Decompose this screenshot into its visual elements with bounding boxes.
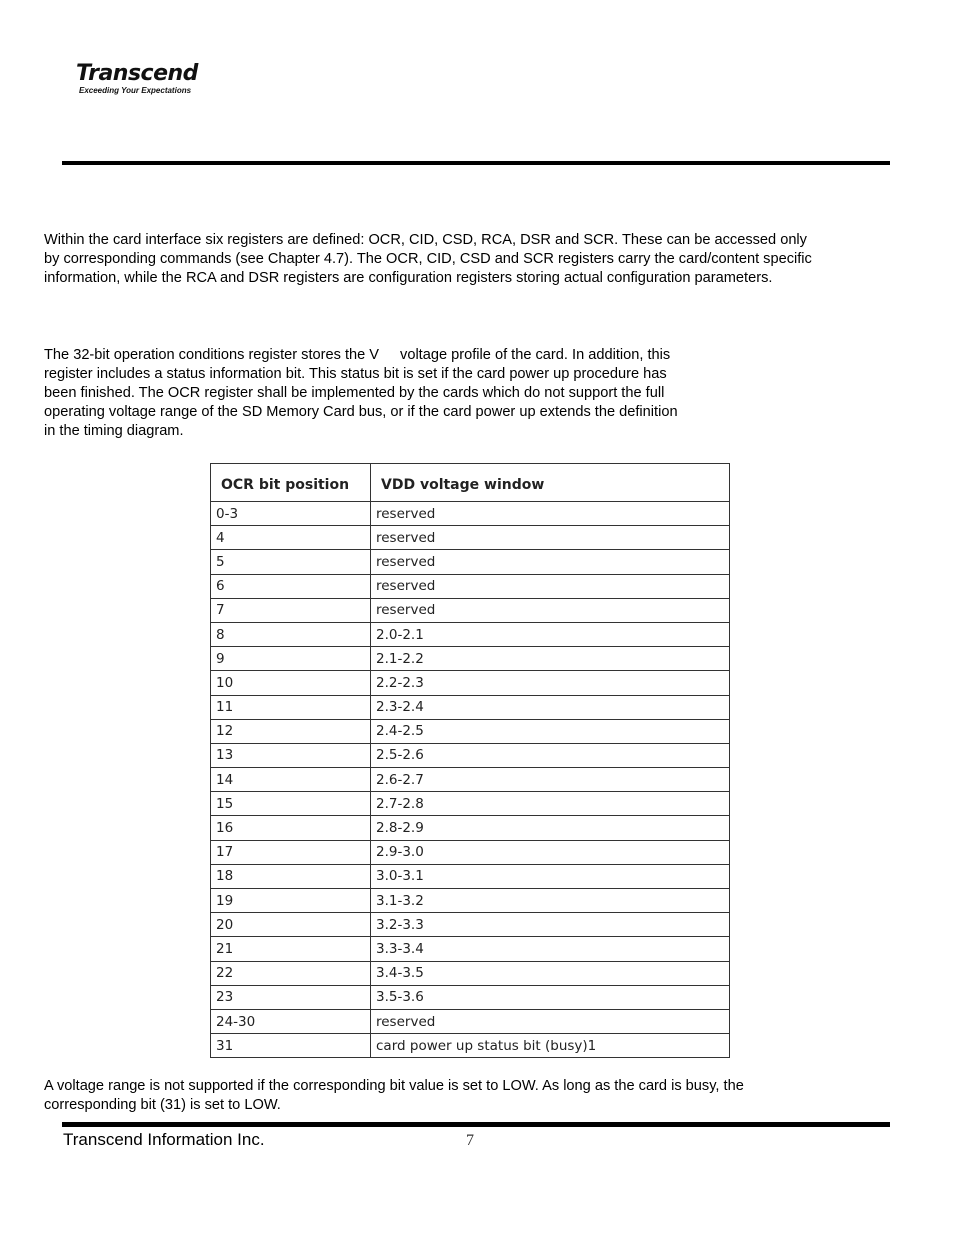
closing-paragraph (44, 1077, 744, 1115)
cell-bit-position: 0-3 (211, 502, 371, 526)
cell-voltage-window: 3.1-3.2 (371, 889, 730, 913)
intro-line: information, while the RCA and DSR registers are configuration registers storing actual configuration parameters. (44, 270, 773, 286)
cell-bit-position: 10 (211, 671, 371, 695)
ocr-line: in the timing diagram. (44, 423, 184, 439)
cell-voltage-window: 3.3-3.4 (371, 937, 730, 961)
cell-voltage-window: 2.4-2.5 (371, 719, 730, 743)
ocr-line: register includes a status information bit. This status bit is set if the card power up procedure has (44, 366, 667, 382)
cell-bit-position: 8 (211, 622, 371, 646)
cell-voltage-window: 2.3-2.4 (371, 695, 730, 719)
cell-bit-position: 19 (211, 889, 371, 913)
footer-company: Transcend Information Inc. (63, 1130, 265, 1149)
cell-voltage-window: reserved (371, 1009, 730, 1033)
table-row (211, 985, 730, 1009)
cell-voltage-window: reserved (371, 502, 730, 526)
intro-line: Within the card interface six registers are defined: OCR, CID, CSD, RCA, DSR and SCR. These can be accessed only (44, 232, 807, 248)
table-row (211, 864, 730, 888)
table-row (211, 526, 730, 550)
table-row (211, 502, 730, 526)
logo-tagline: Exceeding Your Expectations (79, 86, 192, 95)
table-row (211, 937, 730, 961)
table-row (211, 768, 730, 792)
cell-voltage-window: reserved (371, 550, 730, 574)
cell-bit-position: 20 (211, 913, 371, 937)
cell-bit-position: 22 (211, 961, 371, 985)
cell-voltage-window: 2.2-2.3 (371, 671, 730, 695)
cell-voltage-window: reserved (371, 526, 730, 550)
cell-voltage-window: reserved (371, 598, 730, 622)
table-row (211, 816, 730, 840)
table-row (211, 598, 730, 622)
cell-bit-position: 6 (211, 574, 371, 598)
table-row (211, 574, 730, 598)
column-header-voltage-window: VDD voltage window (371, 464, 730, 502)
cell-bit-position: 24-30 (211, 1009, 371, 1033)
ocr-register-table (210, 463, 730, 1058)
cell-voltage-window: 2.1-2.2 (371, 647, 730, 671)
table-row (211, 1034, 730, 1058)
table-row (211, 792, 730, 816)
table-row (211, 671, 730, 695)
table-header-row (211, 464, 730, 502)
closing-line: corresponding bit (31) is set to LOW. (44, 1097, 281, 1113)
table-row (211, 647, 730, 671)
cell-bit-position: 31 (211, 1034, 371, 1058)
logo-name: Transcend (76, 61, 198, 86)
table-row (211, 1009, 730, 1033)
closing-line: A voltage range is not supported if the corresponding bit value is set to LOW. As long as the card is busy, the (44, 1078, 744, 1094)
cell-voltage-window: card power up status bit (busy)1 (371, 1034, 730, 1058)
table-row (211, 550, 730, 574)
cell-voltage-window: 2.9-3.0 (371, 840, 730, 864)
footer-divider (62, 1122, 890, 1127)
table-row (211, 622, 730, 646)
cell-voltage-window: 3.2-3.3 (371, 913, 730, 937)
intro-line: by corresponding commands (see Chapter 4.7). The OCR, CID, CSD and SCR registers carry the card/content specific (44, 251, 812, 267)
cell-bit-position: 7 (211, 598, 371, 622)
ocr-line: operating voltage range of the SD Memory Card bus, or if the card power up extends the definition (44, 404, 678, 420)
cell-bit-position: 18 (211, 864, 371, 888)
ocr-description-paragraph (44, 346, 678, 441)
cell-bit-position: 14 (211, 768, 371, 792)
ocr-line: been finished. The OCR register shall be implemented by the cards which do not support the full (44, 385, 665, 401)
cell-bit-position: 12 (211, 719, 371, 743)
table-body (211, 502, 730, 1058)
cell-bit-position: 13 (211, 743, 371, 767)
cell-voltage-window: 2.7-2.8 (371, 792, 730, 816)
cell-voltage-window: 2.5-2.6 (371, 743, 730, 767)
brand-logo (76, 62, 198, 96)
cell-bit-position: 4 (211, 526, 371, 550)
cell-voltage-window: 2.0-2.1 (371, 622, 730, 646)
table-row (211, 743, 730, 767)
cell-bit-position: 15 (211, 792, 371, 816)
cell-bit-position: 11 (211, 695, 371, 719)
cell-voltage-window: 2.6-2.7 (371, 768, 730, 792)
ocr-line: The 32-bit operation conditions register stores the V (44, 347, 380, 363)
cell-bit-position: 9 (211, 647, 371, 671)
cell-voltage-window: 3.5-3.6 (371, 985, 730, 1009)
table-row (211, 840, 730, 864)
cell-bit-position: 17 (211, 840, 371, 864)
table-row (211, 913, 730, 937)
cell-voltage-window: reserved (371, 574, 730, 598)
table-row (211, 961, 730, 985)
table-row (211, 889, 730, 913)
cell-bit-position: 23 (211, 985, 371, 1009)
table-row (211, 695, 730, 719)
ocr-line: voltage profile of the card. In addition, this (400, 347, 671, 363)
column-header-bit-position: OCR bit position (211, 464, 371, 502)
cell-bit-position: 21 (211, 937, 371, 961)
cell-voltage-window: 3.0-3.1 (371, 864, 730, 888)
cell-voltage-window: 2.8-2.9 (371, 816, 730, 840)
page-number: 7 (466, 1132, 474, 1149)
cell-voltage-window: 3.4-3.5 (371, 961, 730, 985)
header-divider (62, 161, 890, 165)
cell-bit-position: 16 (211, 816, 371, 840)
intro-paragraph (44, 231, 812, 288)
table-row (211, 719, 730, 743)
cell-bit-position: 5 (211, 550, 371, 574)
